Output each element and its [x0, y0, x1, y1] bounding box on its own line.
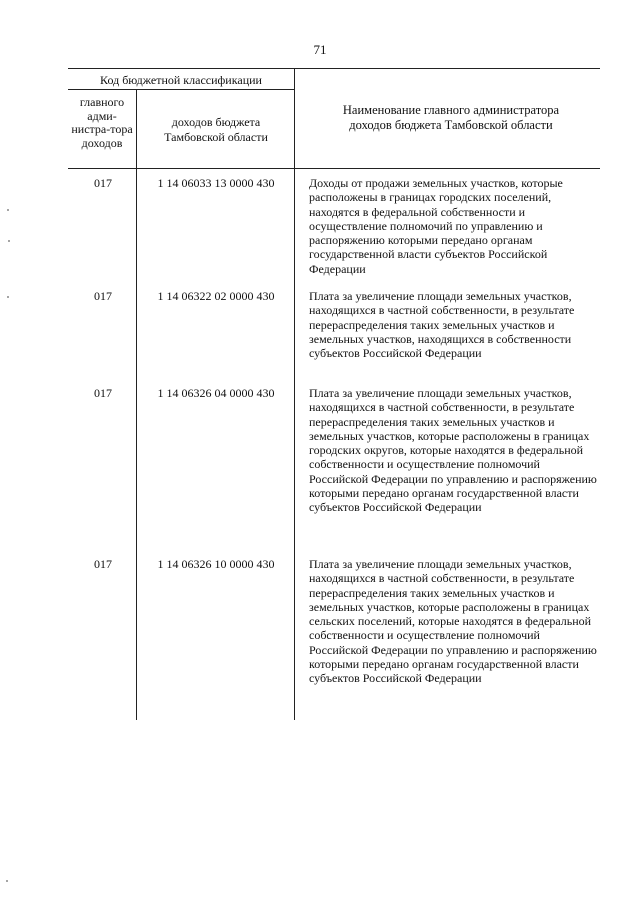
budget-code-cell: 1 14 06326 04 0000 430 — [157, 386, 275, 400]
header-admin-column: главного адми-нистра-тора доходов — [71, 95, 133, 150]
column-divider-name — [294, 68, 295, 720]
scan-speck — [7, 296, 9, 298]
table-header-bottom-border — [68, 168, 600, 169]
administrator-name-cell: Доходы от продажи земельных участков, которые расположены в границах городских поселений, находятся в федеральной собственности и осуществление полномочий по управлению и распоряжению которыми передано органам государственной власти субъектов Российской Федерации — [309, 176, 563, 276]
admin-code-cell: 017 — [94, 386, 112, 400]
header-name-column: Наименование главного администратора доходов бюджета Тамбовской области — [342, 103, 560, 132]
admin-code-cell: 017 — [94, 557, 112, 571]
admin-code-cell: 017 — [94, 176, 112, 190]
admin-code-cell: 017 — [94, 289, 112, 303]
column-divider-admin — [136, 89, 137, 720]
table-group-header-border — [68, 89, 294, 90]
scan-speck — [7, 209, 9, 211]
table-top-border — [68, 68, 600, 69]
header-code-column: доходов бюджета Тамбовской области — [164, 115, 268, 144]
budget-code-cell: 1 14 06322 02 0000 430 — [157, 289, 275, 303]
administrator-name-cell: Плата за увеличение площади земельных участков, находящихся в частной собственности, в результате перераспределения таких земельных участков и земельных участков, которые расположены в границах сельских поселений, которые находятся в федеральной собственности и осуществление полномочий Российской Федерации по управлению и распоряжению которыми передано органам государственной власти субъектов Российской Федерации — [309, 557, 597, 686]
page-number: 71 — [313, 42, 327, 57]
scan-speck — [6, 880, 8, 882]
budget-code-cell: 1 14 06326 10 0000 430 — [157, 557, 275, 571]
scan-speck — [8, 240, 10, 242]
administrator-name-cell: Плата за увеличение площади земельных участков, находящихся в частной собственности, в результате перераспределения таких земельных участков и земельных участков, находящихся в собственности субъектов Российской Федерации — [309, 289, 575, 361]
administrator-name-cell: Плата за увеличение площади земельных участков, находящихся в частной собственности, в результате перераспределения таких земельных участков и земельных участков, которые расположены в границах городских округов, которые находятся в федеральной собственности и осуществление полномочий Российской Федерации по управлению и распоряжению которыми передано органам государственной власти субъектов Российской Федерации — [309, 386, 597, 515]
budget-code-cell: 1 14 06033 13 0000 430 — [157, 176, 275, 190]
header-group-label: Код бюджетной классификации — [100, 73, 262, 87]
